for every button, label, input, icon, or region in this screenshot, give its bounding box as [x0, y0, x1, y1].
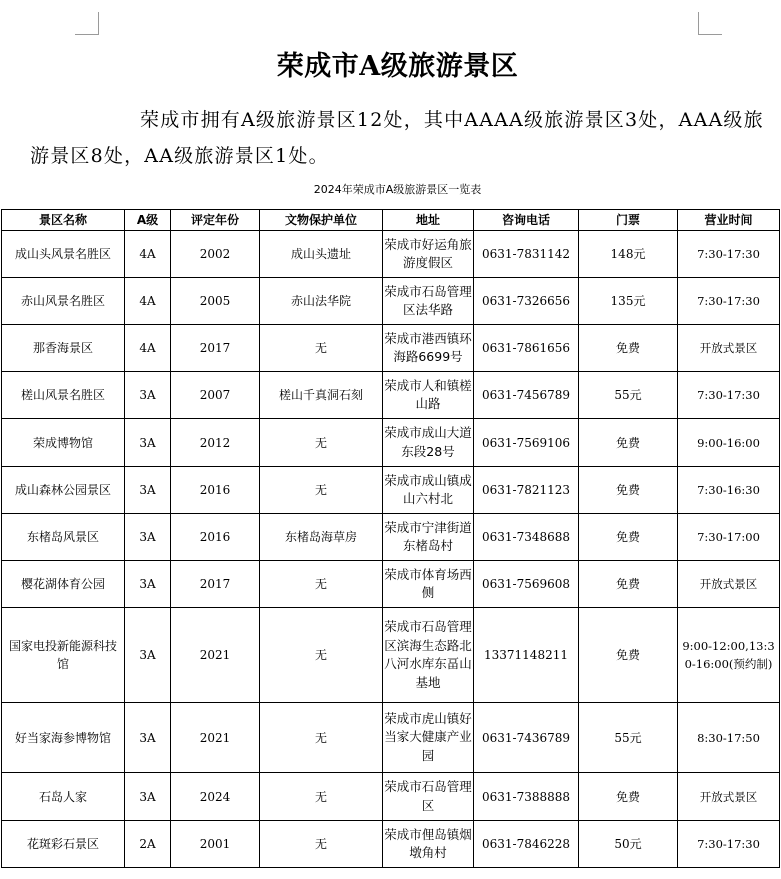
table-row — [2, 561, 780, 608]
cell-hours: 7:30-17:30 — [678, 372, 780, 419]
cell-hours: 7:30-17:30 — [678, 821, 780, 868]
cell-level: 4A — [125, 325, 171, 372]
cell-heritage: 无 — [260, 561, 383, 608]
cell-address: 荣成市港西镇环海路6699号 — [383, 325, 474, 372]
cell-ticket: 148元 — [579, 231, 678, 278]
table-body — [2, 231, 780, 868]
table-row — [2, 467, 780, 514]
header-name: 景区名称 — [2, 210, 125, 231]
cell-year: 2017 — [171, 561, 260, 608]
cell-level: 3A — [125, 467, 171, 514]
header-heritage: 文物保护单位 — [260, 210, 383, 231]
cell-heritage: 东楮岛海草房 — [260, 514, 383, 561]
cell-ticket: 50元 — [579, 821, 678, 868]
cell-year: 2016 — [171, 467, 260, 514]
cell-ticket: 55元 — [579, 703, 678, 773]
table-row — [2, 514, 780, 561]
cell-address: 荣成市石岛管理区法华路 — [383, 278, 474, 325]
cell-year: 2021 — [171, 703, 260, 773]
table-row — [2, 703, 780, 773]
cell-phone: 0631-7326656 — [474, 278, 579, 325]
header-year: 评定年份 — [171, 210, 260, 231]
cell-year: 2005 — [171, 278, 260, 325]
cell-heritage: 无 — [260, 821, 383, 868]
table-row — [2, 372, 780, 419]
table-row — [2, 278, 780, 325]
cell-name: 槎山风景名胜区 — [2, 372, 125, 419]
cell-heritage: 无 — [260, 608, 383, 703]
cell-address: 荣成市宁津街道东楮岛村 — [383, 514, 474, 561]
cell-level: 4A — [125, 231, 171, 278]
table-row — [2, 608, 780, 703]
cell-phone: 0631-7846228 — [474, 821, 579, 868]
cell-level: 3A — [125, 372, 171, 419]
cell-phone: 13371148211 — [474, 608, 579, 703]
cell-hours: 开放式景区 — [678, 561, 780, 608]
cell-ticket: 135元 — [579, 278, 678, 325]
cell-year: 2017 — [171, 325, 260, 372]
cell-heritage: 成山头遗址 — [260, 231, 383, 278]
crop-mark-top-left — [75, 12, 99, 35]
cell-ticket: 免费 — [579, 467, 678, 514]
cell-phone: 0631-7821123 — [474, 467, 579, 514]
table-caption: 2024年荣成市A级旅游景区一览表 — [313, 183, 482, 196]
cell-name: 国家电投新能源科技馆 — [2, 608, 125, 703]
cell-hours: 7:30-17:00 — [678, 514, 780, 561]
cell-level: 3A — [125, 703, 171, 773]
cell-year: 2016 — [171, 514, 260, 561]
cell-level: 3A — [125, 773, 171, 821]
cell-ticket: 55元 — [579, 372, 678, 419]
cell-name: 荣成博物馆 — [2, 419, 125, 467]
cell-address: 荣成市虎山镇好当家大健康产业园 — [383, 703, 474, 773]
cell-level: 3A — [125, 561, 171, 608]
cell-year: 2012 — [171, 419, 260, 467]
cell-name: 好当家海参博物馆 — [2, 703, 125, 773]
cell-heritage: 无 — [260, 325, 383, 372]
cell-phone: 0631-7861656 — [474, 325, 579, 372]
intro-paragraph: 荣成市拥有A级旅游景区12处，其中AAAA级旅游景区3处，AAA级旅游景区8处，AA级旅游景区1处。 — [30, 109, 764, 167]
cell-name: 东楮岛风景区 — [2, 514, 125, 561]
header-phone: 咨询电话 — [474, 210, 579, 231]
cell-address: 荣成市人和镇槎山路 — [383, 372, 474, 419]
cell-address: 荣成市好运角旅游度假区 — [383, 231, 474, 278]
cell-name: 那香海景区 — [2, 325, 125, 372]
cell-address: 荣成市石岛管理区 — [383, 773, 474, 821]
cell-address: 荣成市成山大道东段28号 — [383, 419, 474, 467]
header-ticket: 门票 — [579, 210, 678, 231]
cell-hours: 7:30-17:30 — [678, 278, 780, 325]
cell-heritage: 槎山千真洞石刻 — [260, 372, 383, 419]
document-title: 荣成市A级旅游景区 — [276, 51, 519, 82]
cell-level: 2A — [125, 821, 171, 868]
cell-ticket: 免费 — [579, 419, 678, 467]
crop-mark-top-right — [698, 12, 722, 35]
cell-phone: 0631-7456789 — [474, 372, 579, 419]
table-row — [2, 325, 780, 372]
cell-name: 成山森林公园景区 — [2, 467, 125, 514]
cell-hours: 9:00-16:00 — [678, 419, 780, 467]
cell-name: 赤山风景名胜区 — [2, 278, 125, 325]
cell-year: 2007 — [171, 372, 260, 419]
cell-heritage: 赤山法华院 — [260, 278, 383, 325]
cell-heritage: 无 — [260, 419, 383, 467]
table-row — [2, 419, 780, 467]
cell-name: 花斑彩石景区 — [2, 821, 125, 868]
cell-year: 2024 — [171, 773, 260, 821]
cell-ticket: 免费 — [579, 773, 678, 821]
cell-address: 荣成市俚岛镇烟墩角村 — [383, 821, 474, 868]
cell-level: 4A — [125, 278, 171, 325]
cell-phone: 0631-7569106 — [474, 419, 579, 467]
cell-heritage: 无 — [260, 703, 383, 773]
cell-phone: 0631-7436789 — [474, 703, 579, 773]
cell-phone: 0631-7831142 — [474, 231, 579, 278]
header-level: A级 — [125, 210, 171, 231]
table-row — [2, 821, 780, 868]
header-address: 地址 — [383, 210, 474, 231]
cell-ticket: 免费 — [579, 514, 678, 561]
cell-address: 荣成市体育场西侧 — [383, 561, 474, 608]
cell-name: 石岛人家 — [2, 773, 125, 821]
cell-hours: 7:30-17:30 — [678, 231, 780, 278]
cell-heritage: 无 — [260, 773, 383, 821]
header-hours: 营业时间 — [678, 210, 780, 231]
cell-phone: 0631-7348688 — [474, 514, 579, 561]
cell-ticket: 免费 — [579, 561, 678, 608]
table-row — [2, 773, 780, 821]
cell-year: 2001 — [171, 821, 260, 868]
cell-address: 荣成市石岛管理区滨海生态路北八河水库东畐山基地 — [383, 608, 474, 703]
cell-phone: 0631-7388888 — [474, 773, 579, 821]
cell-hours: 8:30-17:50 — [678, 703, 780, 773]
cell-hours: 开放式景区 — [678, 773, 780, 821]
cell-address: 荣成市成山镇成山六村北 — [383, 467, 474, 514]
cell-level: 3A — [125, 608, 171, 703]
cell-ticket: 免费 — [579, 325, 678, 372]
cell-year: 2021 — [171, 608, 260, 703]
cell-name: 樱花湖体育公园 — [2, 561, 125, 608]
cell-hours: 9:00-12:00,13:30-16:00(预约制) — [678, 608, 780, 703]
table-row — [2, 231, 780, 278]
cell-ticket: 免费 — [579, 608, 678, 703]
cell-name: 成山头风景名胜区 — [2, 231, 125, 278]
scenic-spots-table — [1, 209, 780, 868]
cell-level: 3A — [125, 514, 171, 561]
cell-year: 2002 — [171, 231, 260, 278]
cell-hours: 开放式景区 — [678, 325, 780, 372]
cell-phone: 0631-7569608 — [474, 561, 579, 608]
table-header-row — [2, 210, 780, 231]
cell-level: 3A — [125, 419, 171, 467]
cell-heritage: 无 — [260, 467, 383, 514]
cell-hours: 7:30-16:30 — [678, 467, 780, 514]
